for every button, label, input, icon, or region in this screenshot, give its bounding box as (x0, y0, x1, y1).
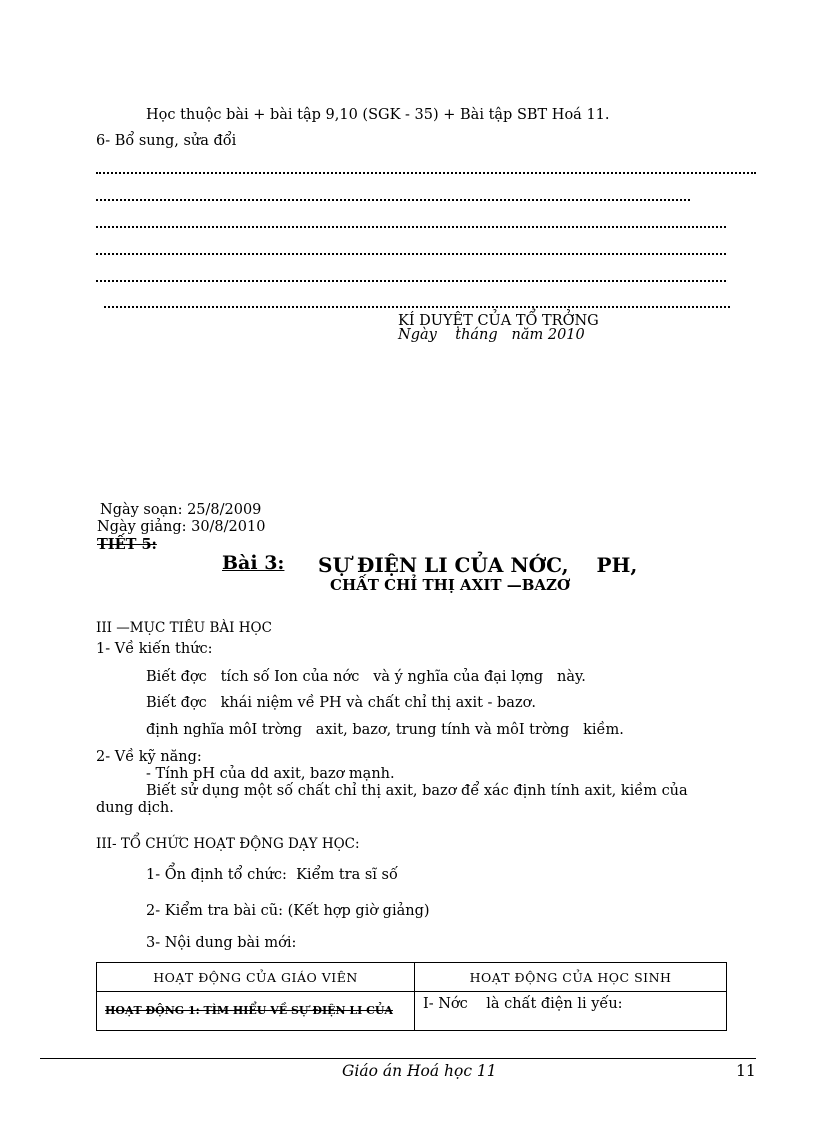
lesson-number: Bài 3: (222, 552, 285, 574)
knowledge-heading: 1- Về kiến thức: (96, 641, 213, 657)
activity-step: 1- Ổn định tổ chức: Kiểm tra sĩ số (146, 867, 398, 883)
objectives-heading: III —MỤC TIÊU BÀI HỌC (96, 620, 272, 636)
activity-step: 3- Nội dung bài mới: (146, 935, 297, 951)
prepared-date: Ngày soạn: 25/8/2009 (100, 502, 262, 518)
homework-line: Học thuộc bài + bài tập 9,10 (SGK - 35) + Bài tập SBT Hoá 11. (146, 107, 610, 123)
page-number: 11 (736, 1062, 756, 1080)
blank-line (96, 253, 726, 255)
period-label: TIẾT 5: (97, 536, 157, 553)
knowledge-item: Biết đợc tích số Ion của nớc và ý nghĩa của đại lợng này. (146, 669, 586, 685)
footer-title: Giáo án Hoá học 11 (342, 1062, 497, 1080)
table-row (97, 992, 727, 1031)
supplement-heading: 6- Bổ sung, sửa đổi (96, 133, 237, 149)
blank-line (96, 172, 756, 174)
approval-date: Ngày tháng năm 2010 (398, 327, 585, 343)
blank-line (96, 199, 690, 201)
teacher-column-header: HOẠT ĐỘNG CỦA GIÁO VIÊN (97, 963, 415, 992)
knowledge-item: định nghĩa môI trờng axit, bazơ, trung tính và môI trờng kiềm. (146, 722, 624, 738)
approval-title: KÍ DUYỆT CỦA TỔ TRỞNG (398, 313, 599, 329)
skill-item: dung dịch. (96, 800, 174, 816)
student-column-header: HOẠT ĐỘNG CỦA HỌC SINH (415, 963, 727, 992)
student-activity-cell: I- Nớc là chất điện li yếu: (415, 992, 727, 1031)
skill-item: - Tính pH của dd axit, bazơ mạnh. (146, 766, 395, 782)
blank-line (96, 280, 726, 282)
taught-date: Ngày giảng: 30/8/2010 (97, 519, 266, 535)
activity-table (96, 962, 727, 1031)
skill-item: Biết sử dụng một số chất chỉ thị axit, bazơ để xác định tính axit, kiềm của (146, 783, 688, 799)
lesson-subtitle: CHẤT CHỈ THỊ AXIT —BAZƠ (330, 576, 571, 594)
lesson-title: SỰ ĐIỆN LI CỦA NỚC, PH, (318, 553, 638, 577)
activities-heading: III- TỔ CHỨC HOẠT ĐỘNG DẠY HỌC: (96, 836, 360, 852)
footer-rule (40, 1058, 756, 1059)
knowledge-item: Biết đợc khái niệm về PH và chất chỉ thị axit - bazơ. (146, 695, 536, 711)
blank-line (104, 306, 730, 308)
skills-heading: 2- Về kỹ năng: (96, 749, 202, 765)
activity-step: 2- Kiểm tra bài cũ: (Kết hợp giờ giảng) (146, 903, 430, 919)
teacher-activity-cell: HOẠT ĐỘNG 1: TÌM HIỂU VỀ SỰ ĐIỆN LI CỦA (97, 992, 415, 1031)
table-header-row (97, 963, 727, 992)
blank-line (96, 226, 726, 228)
